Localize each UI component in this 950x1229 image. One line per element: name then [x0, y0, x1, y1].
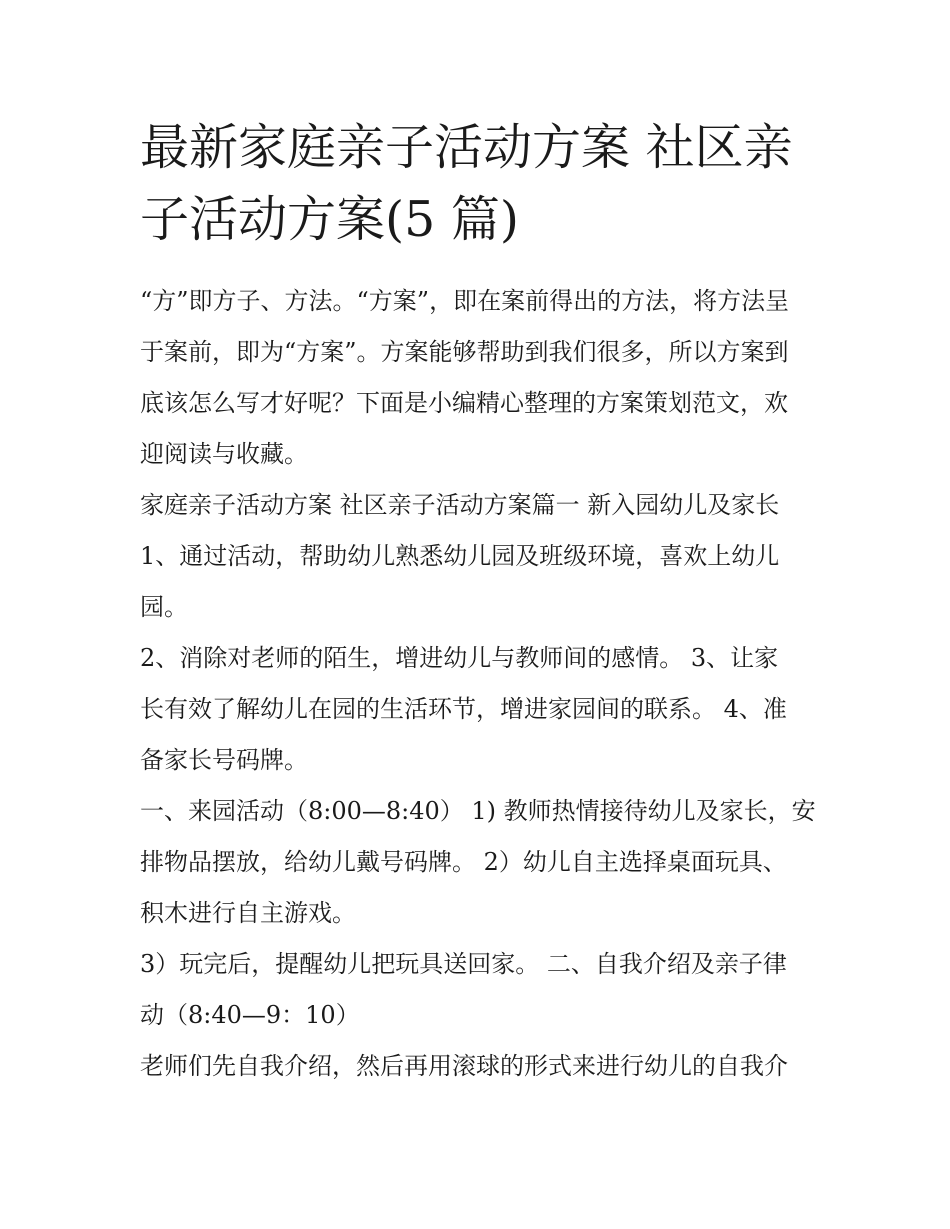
- goal-2-paragraph: [140, 633, 820, 786]
- text-line: 2、消除对老师的陌生，增进幼儿与教师间的感情。 3、让家: [140, 644, 779, 672]
- text-line: 长有效了解幼儿在园的生活环节，增进家园间的联系。 4、准: [140, 695, 787, 723]
- section-heading-paragraph: [140, 480, 820, 531]
- text-line: 园。: [140, 593, 188, 621]
- title-line: 最新家庭亲子活动方案 社区亲: [140, 119, 793, 176]
- title-line: 子活动方案(5 篇): [140, 191, 519, 248]
- intro-paragraph: [140, 276, 820, 480]
- document-page: [140, 112, 820, 1092]
- text-line: 排物品摆放，给幼儿戴号码牌。 2）幼儿自主选择桌面玩具、: [140, 848, 787, 876]
- text-line: 迎阅读与收藏。: [140, 440, 308, 468]
- activity-1-paragraph: [140, 786, 820, 939]
- text-line: 老师们先自我介绍，然后再用滚球的形式来进行幼儿的自我介: [140, 1052, 788, 1080]
- document-title: [140, 112, 820, 256]
- goal-1-paragraph: [140, 531, 820, 633]
- text-line: 底该怎么写才好呢？下面是小编精心整理的方案策划范文，欢: [140, 389, 788, 417]
- text-line: 1、通过活动，帮助幼儿熟悉幼儿园及班级环境，喜欢上幼儿: [140, 542, 780, 570]
- text-line: 家庭亲子活动方案 社区亲子活动方案篇一 新入园幼儿及家长: [140, 491, 780, 519]
- text-line: 积木进行自主游戏。: [140, 899, 356, 927]
- text-line: 3）玩完后，提醒幼儿把玩具送回家。 二、自我介绍及亲子律: [140, 950, 787, 978]
- activity-2-paragraph: [140, 939, 820, 1041]
- text-line: 一、来园活动（8:00—8:40） 1) 教师热情接待幼儿及家长，安: [140, 797, 816, 825]
- text-line: 备家长号码牌。: [140, 746, 308, 774]
- text-line: 于案前，即为“方案”。方案能够帮助到我们很多，所以方案到: [140, 338, 789, 366]
- text-line: “方”即方子、方法。“方案”，即在案前得出的方法，将方法呈: [140, 287, 790, 315]
- activity-3-paragraph: [140, 1041, 820, 1092]
- text-line: 动（8:40—9：10）: [140, 1001, 360, 1029]
